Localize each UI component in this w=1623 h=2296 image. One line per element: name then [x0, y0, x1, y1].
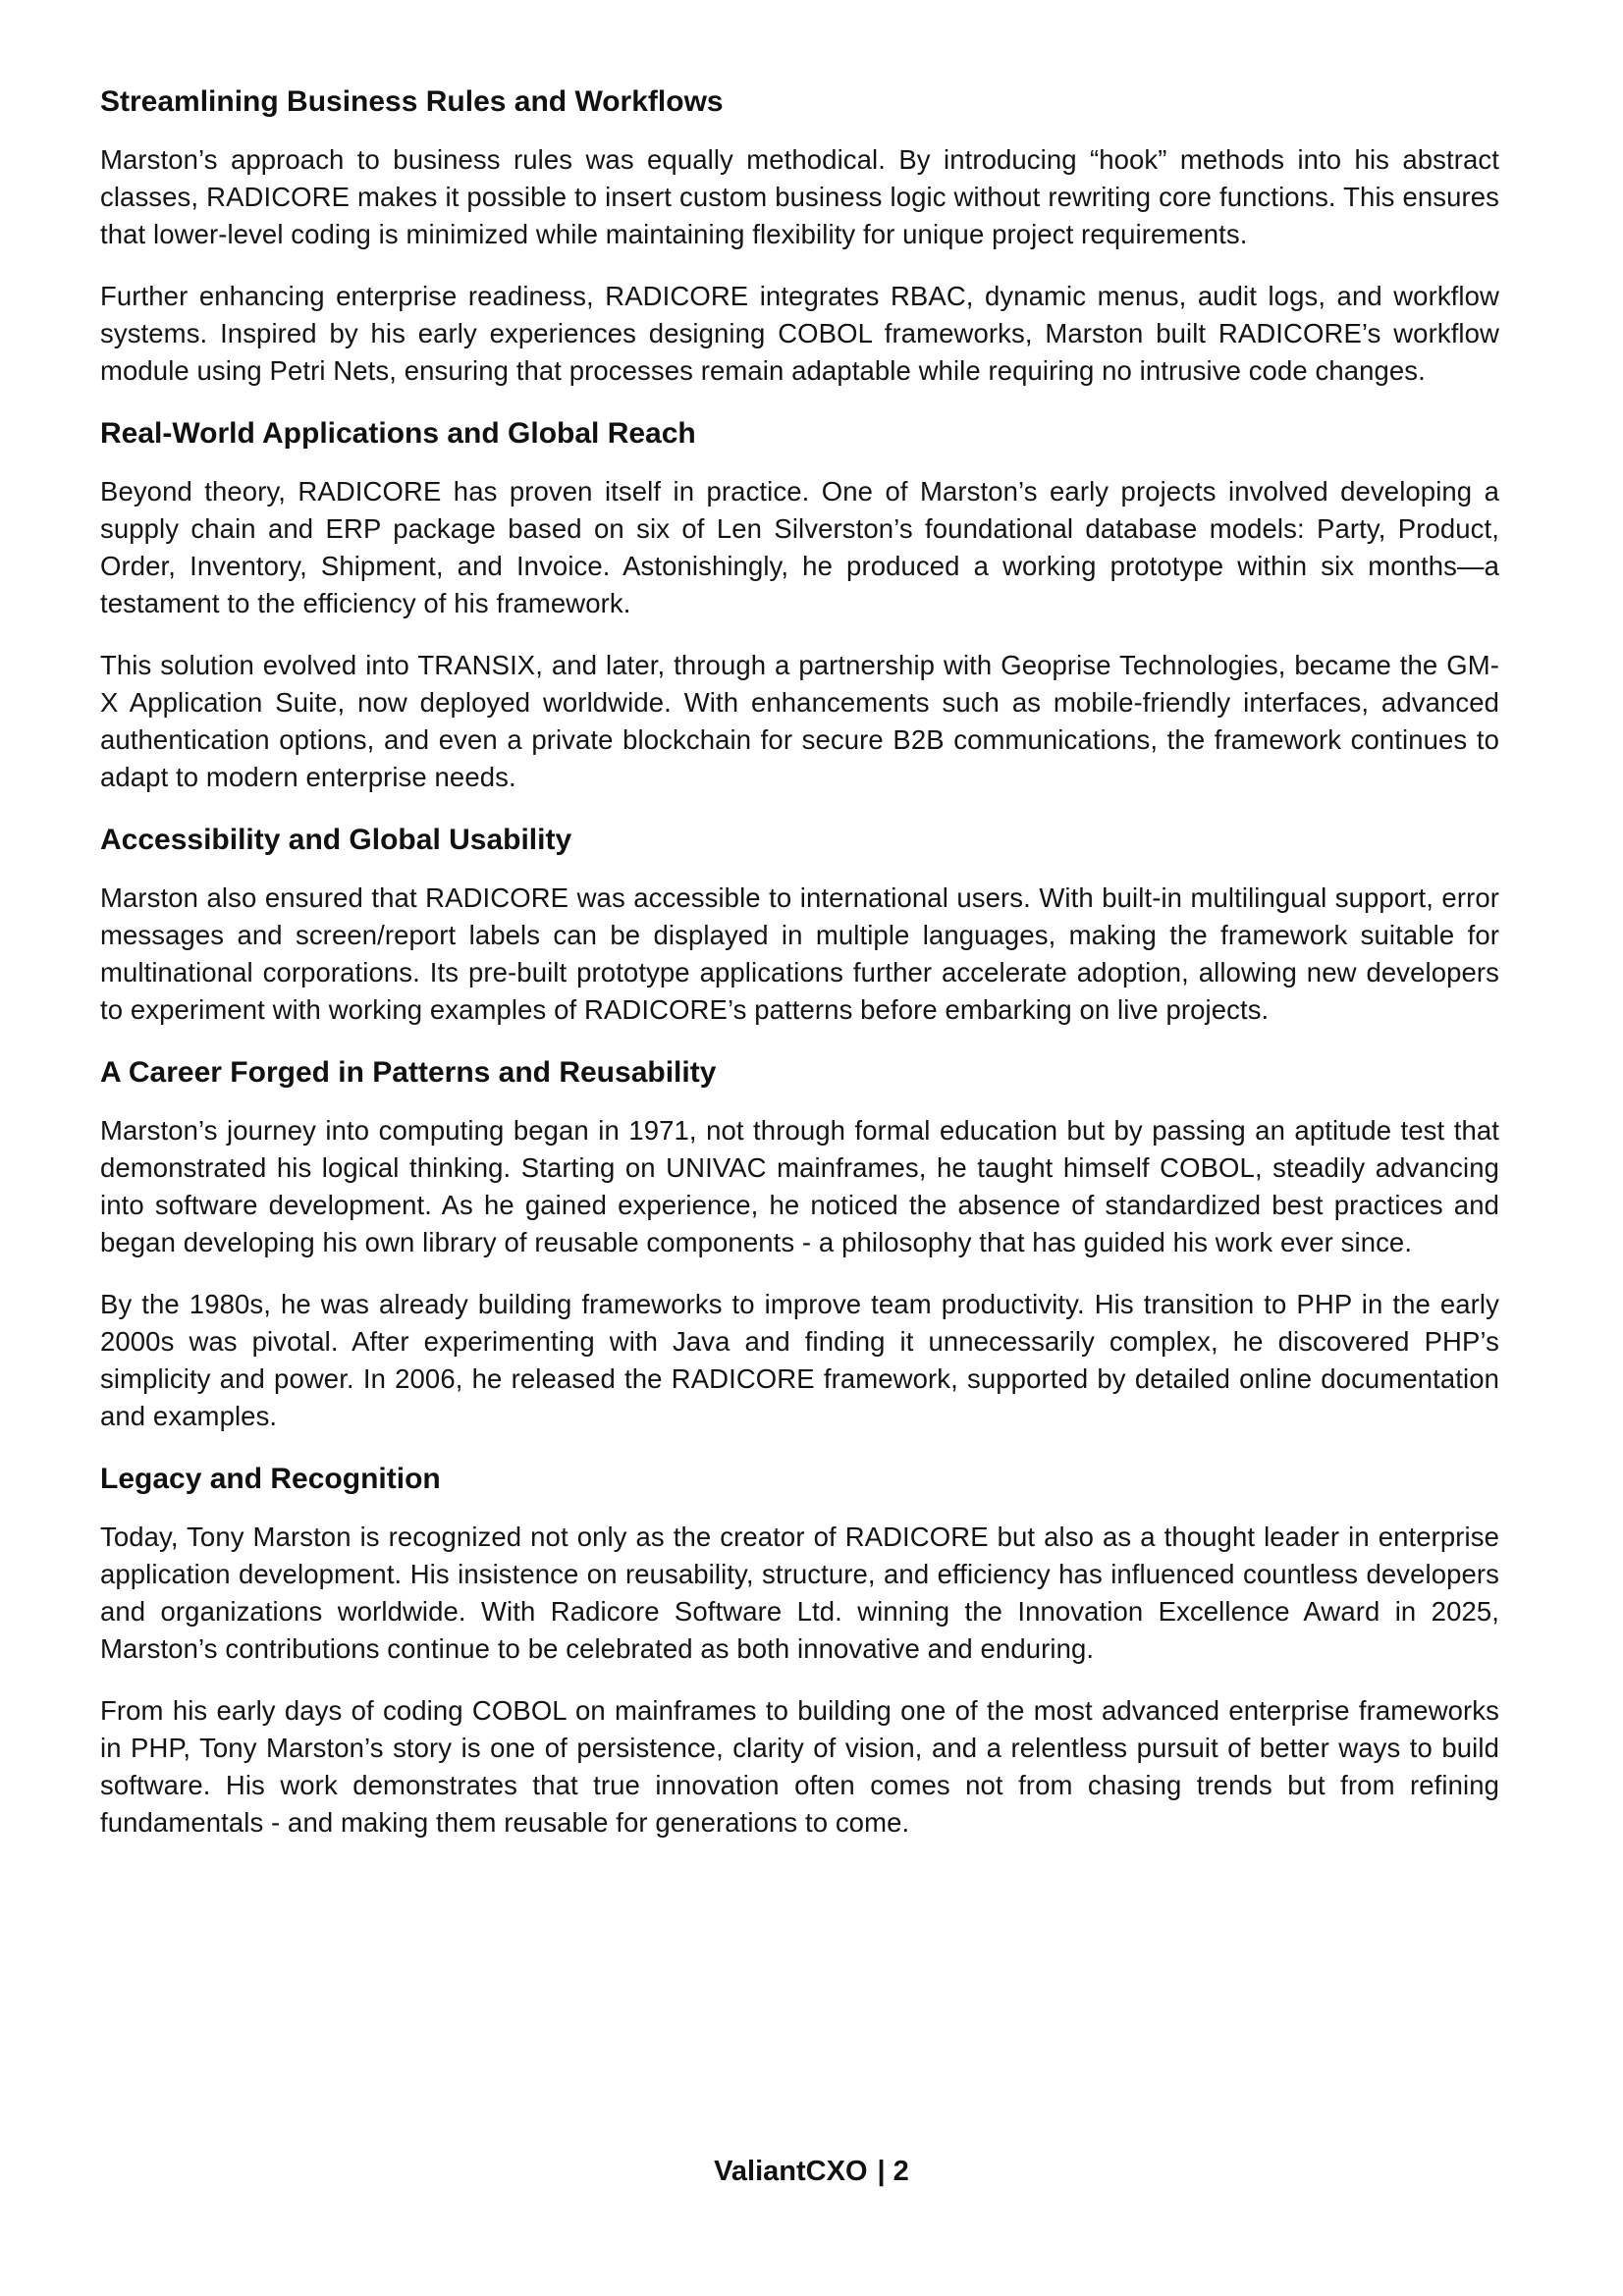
paragraph-business-rules-2: Further enhancing enterprise readiness, RADICORE integrates RBAC, dynamic menus, audit logs, and workflow systems. Inspired by his early experiences designing COBOL frameworks, Marston built RADICORE’s workflow module using Petri Nets, ensuring that processes remain adaptable while requiring no intrusive code changes.: [100, 281, 1499, 386]
paragraph-business-rules-1: Marston’s approach to business rules was equally methodical. By introducing “hook” methods into his abstract classes, RADICORE makes it possible to insert custom business logic without rewriting core functions. This ensures that lower-level coding is minimized while maintaining flexibility for unique project requirements.: [100, 144, 1499, 249]
paragraph-legacy-2: From his early days of coding COBOL on mainframes to building one of the most advanced enterprise frameworks in PHP, Tony Marston’s story is one of persistence, clarity of vision, and a relentless pursuit of better ways to build software. His work demonstrates that true innovation often comes not from chasing trends but from refining fundamentals - and making them reusable for generations to come.: [100, 1695, 1499, 1838]
paragraph-legacy-1: Today, Tony Marston is recognized not only as the creator of RADICORE but also as a thought leader in enterprise application development. His insistence on reusability, structure, and efficiency has influenced countless developers and organizations worldwide. With Radicore Software Ltd. winning the Innovation Excellence Award in 2025, Marston’s contributions continue to be celebrated as both innovative and enduring.: [100, 1522, 1499, 1664]
footer-page-number: | 2: [877, 2156, 909, 2187]
paragraph-real-world-2: This solution evolved into TRANSIX, and later, through a partnership with Geoprise Technologies, became the GM-X Application Suite, now deployed worldwide. With enhancements such as mobile-friendly interfaces, advanced authentication options, and even a private blockchain for secure B2B communications, the framework continues to adapt to modern enterprise needs.: [100, 650, 1499, 792]
paragraph-career-2: By the 1980s, he was already building frameworks to improve team productivity. His transition to PHP in the early 2000s was pivotal. After experimenting with Java and finding it unnecessarily complex, he discovered PHP’s simplicity and power. In 2006, he released the RADICORE framework, supported by detailed online documentation and examples.: [100, 1289, 1499, 1431]
document-body: [100, 82, 1499, 1842]
paragraph-accessibility-1: Marston also ensured that RADICORE was accessible to international users. With built-in multilingual support, error messages and screen/report labels can be displayed in multiple languages, making the framework suitable for multinational corporations. Its pre-built prototype applications further accelerate adoption, allowing new developers to experiment with working examples of RADICORE’s patterns before embarking on live projects.: [100, 882, 1499, 1025]
heading-accessibility-usability: Accessibility and Global Usability: [100, 824, 572, 856]
heading-real-world-applications: Real-World Applications and Global Reach: [100, 417, 696, 450]
footer-brand: ValiantCXO: [714, 2156, 868, 2187]
heading-streamlining-business-rules: Streamlining Business Rules and Workflows: [100, 85, 724, 118]
page-footer: [0, 2156, 1623, 2188]
paragraph-career-1: Marston’s journey into computing began in 1971, not through formal education but by passing an aptitude test that demonstrated his logical thinking. Starting on UNIVAC mainframes, he taught himself COBOL, steadily advancing into software development. As he gained experience, he noticed the absence of standardized best practices and began developing his own library of reusable components - a philosophy that has guided his work ever since.: [100, 1115, 1499, 1257]
heading-legacy-recognition: Legacy and Recognition: [100, 1463, 441, 1495]
paragraph-real-world-1: Beyond theory, RADICORE has proven itself in practice. One of Marston’s early projects involved developing a supply chain and ERP package based on six of Len Silverston’s foundational database models: Party, Product, Order, Inventory, Shipment, and Invoice. Astonishingly, he produced a working prototype within six months—a testament to the efficiency of his framework.: [100, 476, 1499, 618]
heading-career-patterns-reusability: A Career Forged in Patterns and Reusability: [100, 1056, 717, 1089]
